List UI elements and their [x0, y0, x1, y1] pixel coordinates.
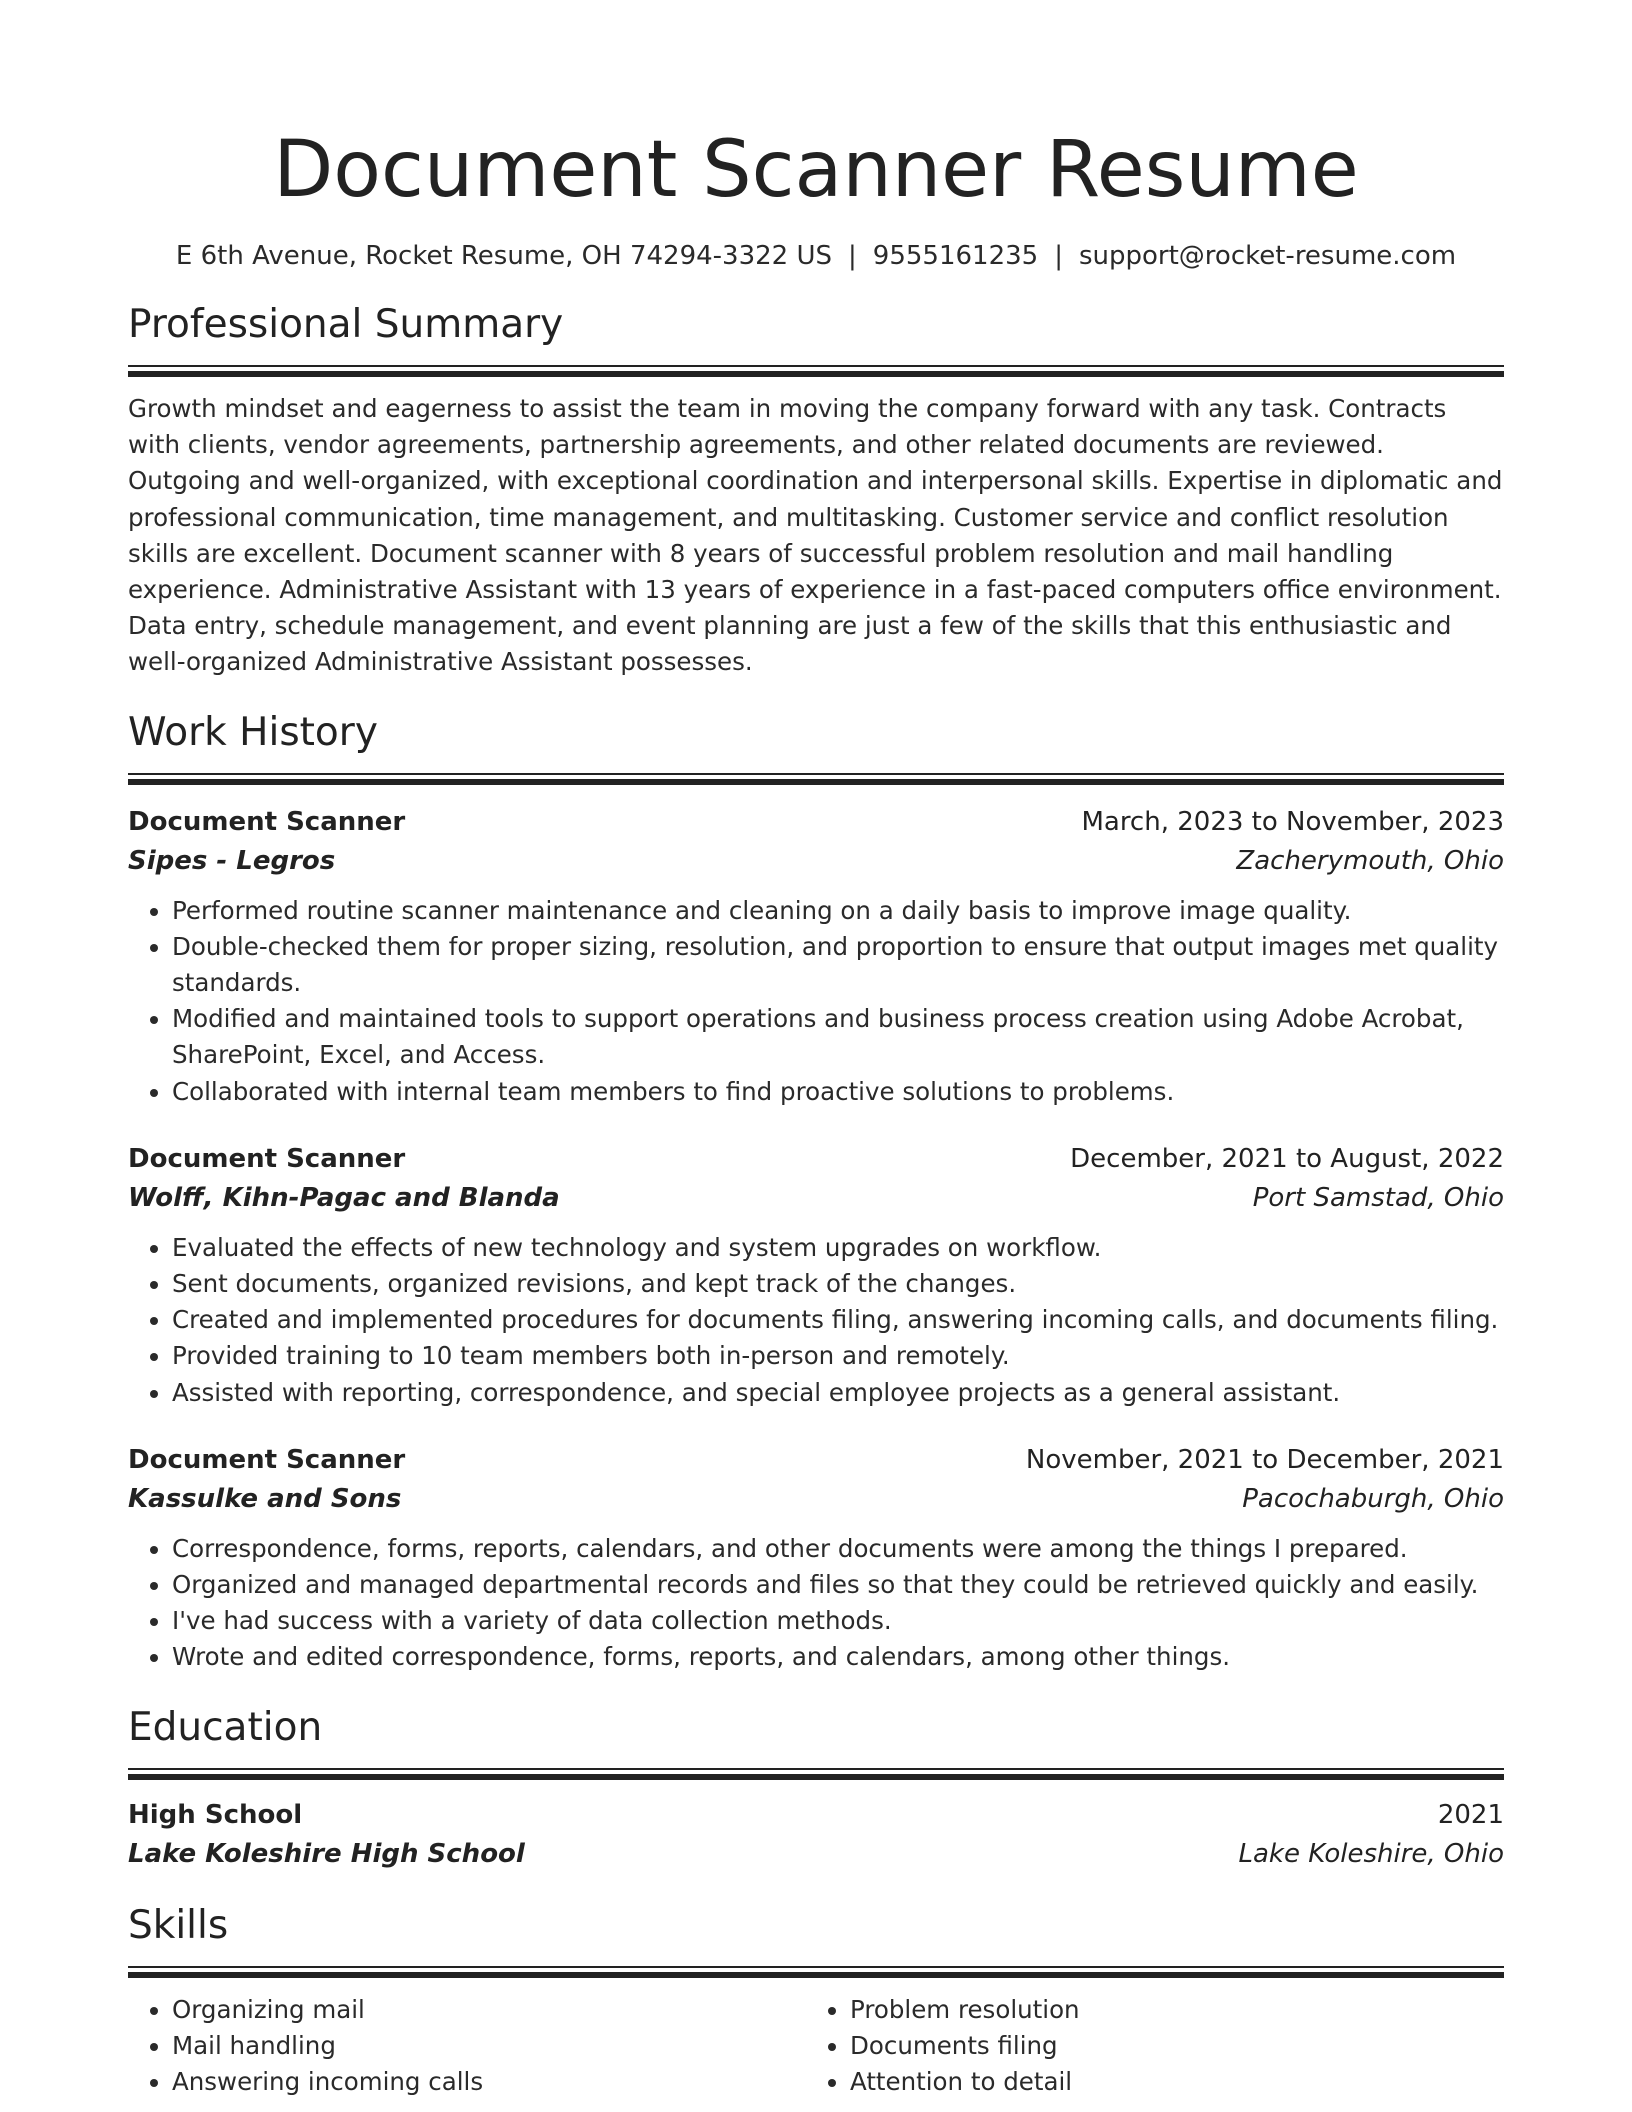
- section-divider: [128, 365, 1504, 377]
- section-title-education: Education: [128, 1704, 323, 1750]
- job-title: Document Scanner: [128, 1444, 406, 1475]
- job-location: Port Samstad, Ohio: [1252, 1182, 1504, 1213]
- job-dates: December, 2021 to August, 2022: [1070, 1143, 1504, 1174]
- skills-column-left: [128, 1992, 806, 2101]
- skill-item: • Organizing mail: [172, 1992, 806, 2028]
- job-bullet: • Correspondence, forms, reports, calendars, and other documents were among the things I prepared.: [172, 1531, 1504, 1567]
- job-location: Pacochaburgh, Ohio: [1242, 1483, 1504, 1514]
- contact-address: E 6th Avenue, Rocket Resume, OH 74294-3322 US: [175, 241, 833, 271]
- job-bullet: • Created and implemented procedures for documents filing, answering incoming calls, and documents filing.: [172, 1302, 1504, 1338]
- job-bullet: • Collaborated with internal team members to find proactive solutions to problems.: [172, 1074, 1504, 1110]
- work-section-header: [128, 707, 1504, 785]
- job-entry: [128, 803, 1504, 1110]
- contact-email: support@rocket-resume.com: [1078, 241, 1457, 271]
- section-divider: [128, 773, 1504, 785]
- contact-separator: |: [1054, 241, 1063, 271]
- education-degree: High School: [128, 1799, 303, 1830]
- job-title: Document Scanner: [128, 1143, 406, 1174]
- section-title-summary: Professional Summary: [128, 302, 564, 347]
- job-title: Document Scanner: [128, 806, 406, 837]
- job-bullets: [128, 1230, 1504, 1411]
- section-title-work: Work History: [128, 709, 378, 755]
- section-title-skills: Skills: [128, 1902, 229, 1948]
- job-bullet: • Sent documents, organized revisions, and kept track of the changes.: [172, 1266, 1504, 1302]
- job-bullet: • Assisted with reporting, correspondence, and special employee projects as a general assistant.: [172, 1375, 1504, 1411]
- summary-section-header: [128, 299, 1504, 377]
- contact-line: [128, 239, 1504, 273]
- contact-separator: |: [848, 241, 857, 271]
- skills-column-right: [806, 1992, 1484, 2101]
- job-dates: November, 2021 to December, 2021: [1025, 1444, 1504, 1475]
- job-bullets: [128, 1531, 1504, 1676]
- skill-item: • Problem resolution: [850, 1992, 1484, 2028]
- skill-item: • Documents filing: [850, 2028, 1484, 2064]
- job-bullet: • I've had success with a variety of data collection methods.: [172, 1603, 1504, 1639]
- job-location: Zacherymouth, Ohio: [1236, 845, 1504, 876]
- summary-text: Growth mindset and eagerness to assist the team in moving the company forward with any task. Contracts with clients, vendor agreements, partnership agreements, and other related documents are reviewed. Outgoing and well-organized, with exceptional coordination and interpersonal skills. Expertise in diplomatic and professional communication, time management, and multitasking. Customer service and conflict resolution skills are excellent. Document scanner with 8 years of successful problem resolution and mail handling experience. Administrative Assistant with 13 years of experience in a fast-paced computers office environment. Data entry, schedule management, and event planning are just a few of the skills that this enthusiastic and well-organized Administrative Assistant possesses.: [128, 394, 1503, 677]
- job-company: Sipes - Legros: [128, 845, 336, 876]
- job-company: Kassulke and Sons: [128, 1483, 402, 1514]
- job-dates: March, 2023 to November, 2023: [1081, 806, 1504, 837]
- education-location: Lake Koleshire, Ohio: [1238, 1838, 1504, 1869]
- job-entry: [128, 1140, 1504, 1411]
- job-company: Wolff, Kihn-Pagac and Blanda: [128, 1182, 560, 1213]
- section-divider: [128, 1966, 1504, 1978]
- page-title: Document Scanner Resume: [273, 125, 1359, 215]
- job-bullet: • Performed routine scanner maintenance and cleaning on a daily basis to improve image quality.: [172, 893, 1504, 929]
- skill-item: • Answering incoming calls: [172, 2064, 806, 2100]
- education-school: Lake Koleshire High School: [128, 1838, 525, 1869]
- job-bullets: [128, 893, 1504, 1110]
- job-bullet: • Provided training to 10 team members both in-person and remotely.: [172, 1338, 1504, 1374]
- job-entry: [128, 1441, 1504, 1676]
- job-bullet: • Organized and managed departmental records and files so that they could be retrieved quickly and easily.: [172, 1567, 1504, 1603]
- job-bullet: • Evaluated the effects of new technology and system upgrades on workflow.: [172, 1230, 1504, 1266]
- job-bullet: • Modified and maintained tools to support operations and business process creation using Adobe Acrobat, SharePoint, Excel, and Access.: [172, 1001, 1504, 1073]
- skills-list: [128, 1992, 1504, 2101]
- education-section-header: [128, 1702, 1504, 1780]
- contact-phone: 9555161235: [872, 241, 1039, 271]
- job-bullet: • Double-checked them for proper sizing, resolution, and proportion to ensure that output images met quality standards.: [172, 929, 1504, 1001]
- skills-section-header: [128, 1900, 1504, 1978]
- skill-item: • Attention to detail: [850, 2064, 1484, 2100]
- section-divider: [128, 1768, 1504, 1780]
- education-year: 2021: [1437, 1799, 1504, 1830]
- skill-item: • Mail handling: [172, 2028, 806, 2064]
- education-entry: [128, 1796, 1504, 1874]
- job-bullet: • Wrote and edited correspondence, forms, reports, and calendars, among other things.: [172, 1639, 1504, 1675]
